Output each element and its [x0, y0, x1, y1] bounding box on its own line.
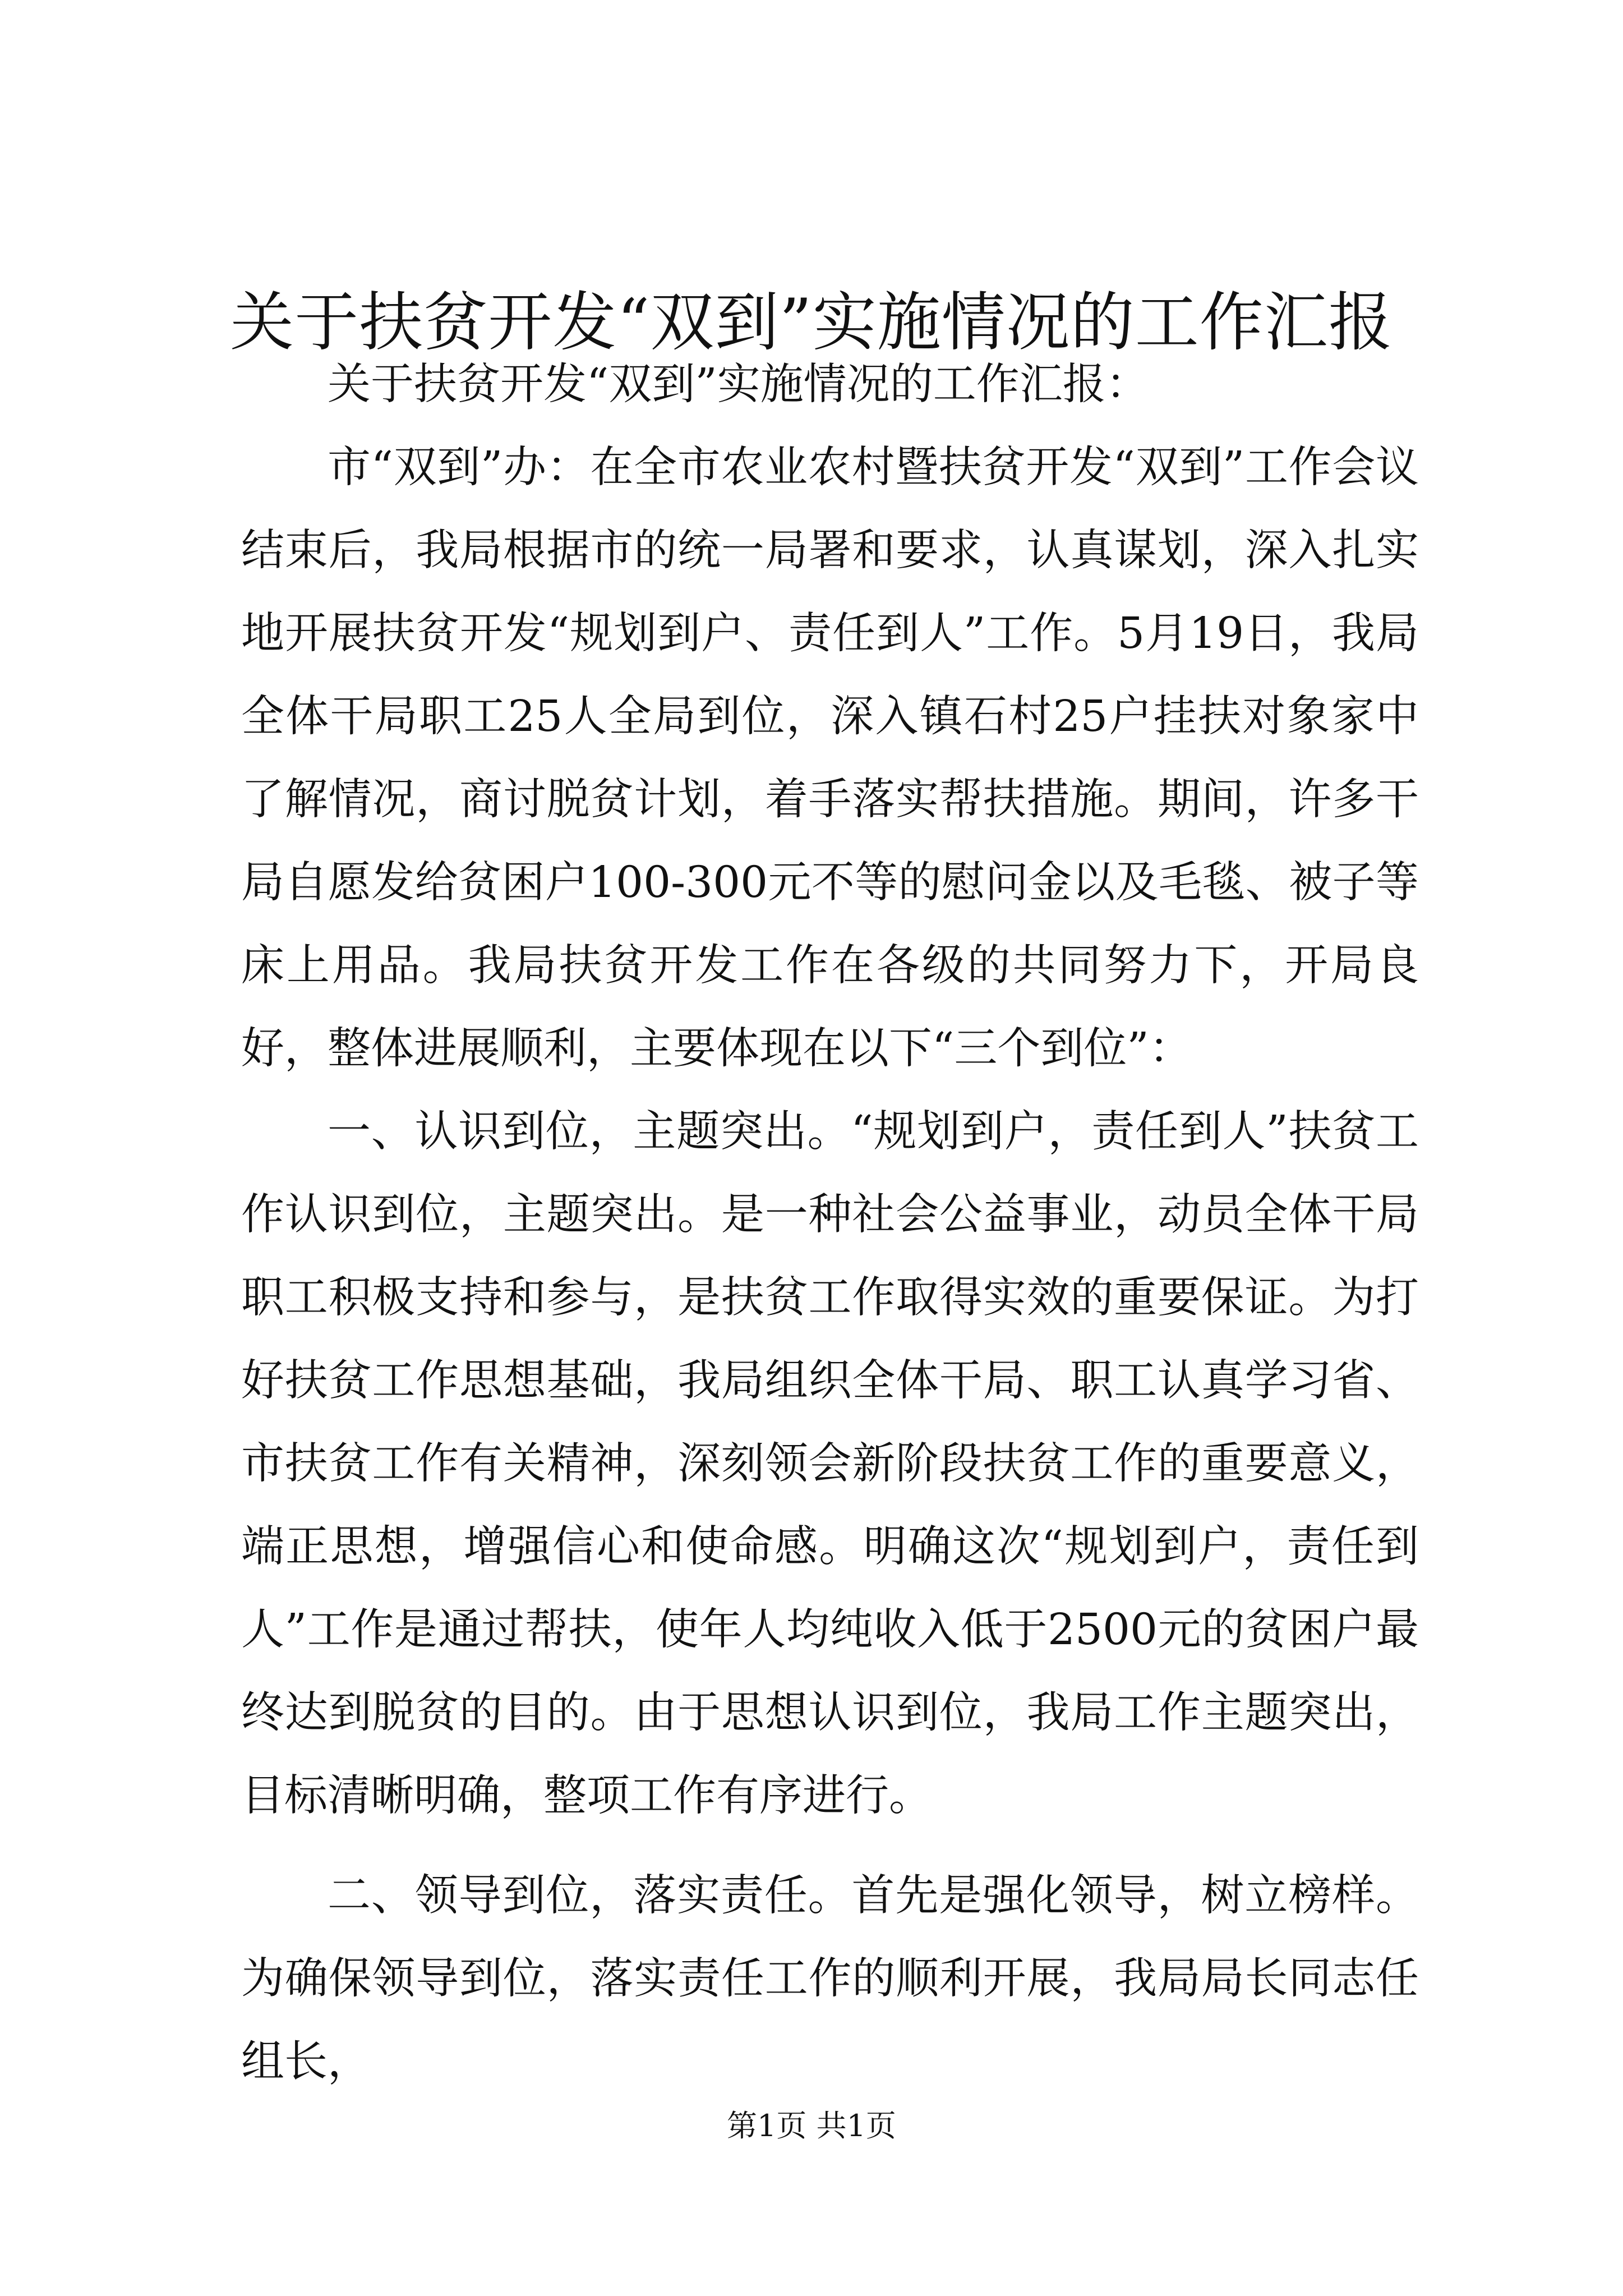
paragraph-salutation-heading: 关于扶贫开发“双到”实施情况的工作汇报：	[328, 360, 1149, 409]
paragraph-intro: 市“双到”办：在全市农业农村暨扶贫开发“双到”工作会议结束后，我局根据市的统一局署和要求，认真谋划，深入扎实地开展扶贫开发“规划到户、责任到人”工作。5月19日，我局全体干局职工25人全局到位，深入镇石村25户挂扶对象家中了解情况，商讨脱贫计划，着手落实帮扶措施。期间，许多干局自愿发给贫困户100-300元不等的慰问金以及毛毯、被子等床上用品。我局扶贫开发工作在各级的共同努力下，开局良好，整体进展顺利，主要体现在以下“三个到位”：	[241, 443, 1419, 1074]
paragraph-section-two: 二、领导到位，落实责任。首先是强化领导，树立榜样。为确保领导到位，落实责任工作的顺利开展，我局局长同志任组长，	[241, 1871, 1419, 2087]
document-body	[241, 343, 1419, 2104]
paragraph-section-one: 一、认识到位，主题突出。“规划到户，责任到人”扶贫工作认识到位，主题突出。是一种社会公益事业，动员全体干局职工积极支持和参与，是扶贫工作取得实效的重要保证。为打好扶贫工作思想基础，我局组织全体干局、职工认真学习省、市扶贫工作有关精神，深刻领会新阶段扶贫工作的重要意义，端正思想，增强信心和使命感。明确这次“规划到户，责任到人”工作是通过帮扶，使年人均纯收入低于2500元的贫困户最终达到脱贫的目的。由于思想认识到位，我局工作主题突出，目标清晰明确，整项工作有序进行。	[241, 1107, 1419, 1821]
document-title: 关于扶贫开发“双到”实施情况的工作汇报	[230, 285, 1393, 360]
page-number-footer: 第1页 共1页	[727, 2108, 896, 2143]
